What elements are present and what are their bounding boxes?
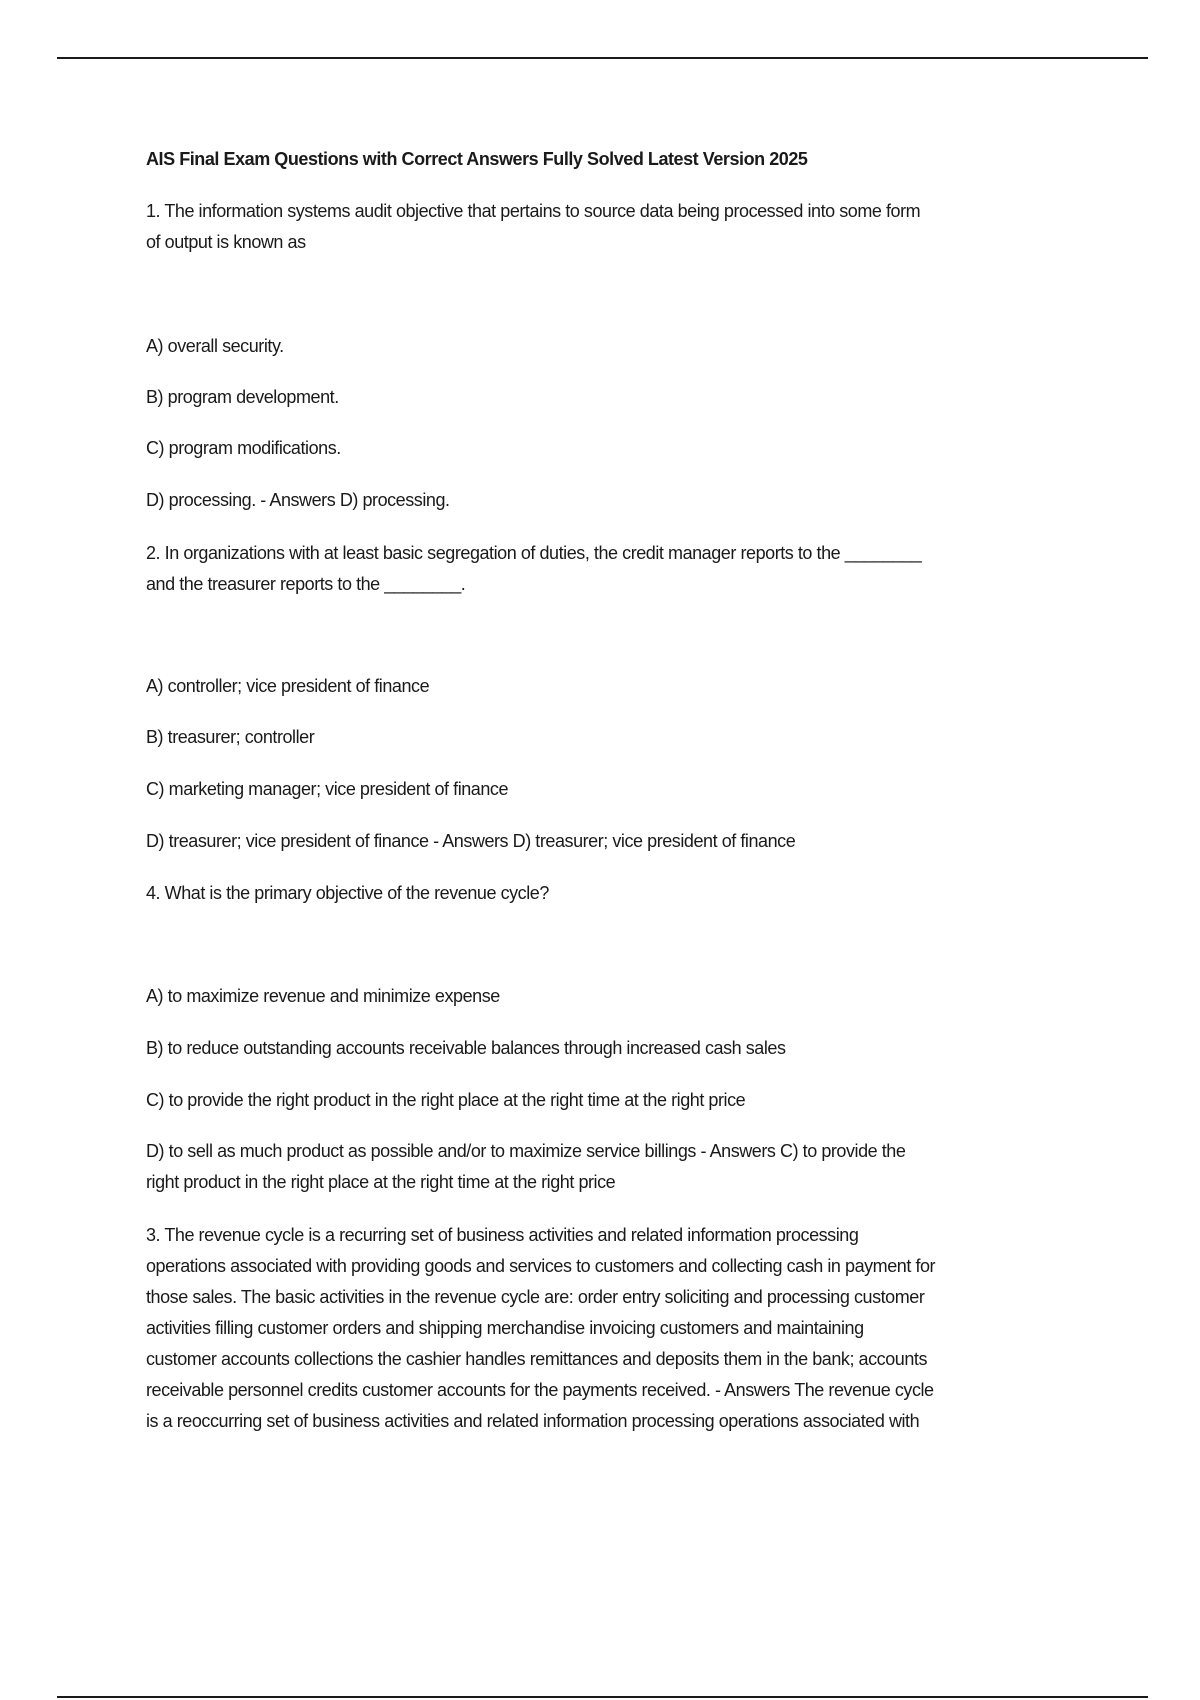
- text-line: 1. The information systems audit objective that pertains to source data being processed into some form: [146, 201, 921, 221]
- text-line: C) marketing manager; vice president of finance: [146, 779, 509, 799]
- document-title: AIS Final Exam Questions with Correct Answers Fully Solved Latest Version 2025: [146, 149, 808, 169]
- question-3: [146, 1220, 935, 1437]
- q1-option-b: [146, 382, 339, 413]
- q1-option-c: [146, 433, 341, 464]
- q2-option-b: [146, 722, 314, 753]
- text-line: B) treasurer; controller: [146, 727, 315, 747]
- text-line: D) processing. - Answers D) processing.: [146, 490, 450, 510]
- text-line: D) to sell as much product as possible and/or to maximize service billings - Answers C) to provide the: [146, 1141, 906, 1161]
- question-1: [146, 196, 920, 258]
- text-line: B) program development.: [146, 387, 339, 407]
- text-line: of output is known as: [146, 232, 306, 252]
- q1-option-d-answer: [146, 485, 450, 516]
- q2-option-c: [146, 774, 508, 805]
- text-line: D) treasurer; vice president of finance - Answers D) treasurer; vice president of finance: [146, 831, 796, 851]
- footer-rule: [57, 1696, 1148, 1698]
- text-line: A) controller; vice president of finance: [146, 676, 430, 696]
- text-line: receivable personnel credits customer accounts for the payments received. - Answers The revenue cycle: [146, 1380, 934, 1400]
- text-line: and the treasurer reports to the ________.: [146, 574, 466, 594]
- text-line: is a reoccurring set of business activities and related information processing operations associated with: [146, 1411, 920, 1431]
- question-4: [146, 878, 549, 909]
- text-line: C) program modifications.: [146, 438, 341, 458]
- q4-option-a: [146, 981, 500, 1012]
- text-line: B) to reduce outstanding accounts receivable balances through increased cash sales: [146, 1038, 786, 1058]
- text-line: C) to provide the right product in the right place at the right time at the right price: [146, 1090, 746, 1110]
- q4-option-d-answer: [146, 1136, 905, 1198]
- text-line: right product in the right place at the right time at the right price: [146, 1172, 616, 1192]
- text-line: A) to maximize revenue and minimize expense: [146, 986, 500, 1006]
- q4-option-c: [146, 1085, 745, 1116]
- question-2: [146, 538, 921, 600]
- q1-option-a: [146, 331, 284, 362]
- q4-option-b: [146, 1033, 786, 1064]
- text-line: 4. What is the primary objective of the revenue cycle?: [146, 883, 549, 903]
- text-line: A) overall security.: [146, 336, 284, 356]
- text-line: those sales. The basic activities in the revenue cycle are: order entry soliciting and processing customer: [146, 1287, 925, 1307]
- text-line: activities filling customer orders and shipping merchandise invoicing customers and maintaining: [146, 1318, 864, 1338]
- q2-option-a: [146, 671, 429, 702]
- text-line: 3. The revenue cycle is a recurring set of business activities and related information processing: [146, 1225, 859, 1245]
- text-line: customer accounts collections the cashier handles remittances and deposits them in the bank; accounts: [146, 1349, 928, 1369]
- text-line: 2. In organizations with at least basic segregation of duties, the credit manager reports to the ________: [146, 543, 922, 563]
- q2-option-d-answer: [146, 826, 795, 857]
- text-line: operations associated with providing goods and services to customers and collecting cash in payment for: [146, 1256, 936, 1276]
- header-rule: [57, 57, 1148, 59]
